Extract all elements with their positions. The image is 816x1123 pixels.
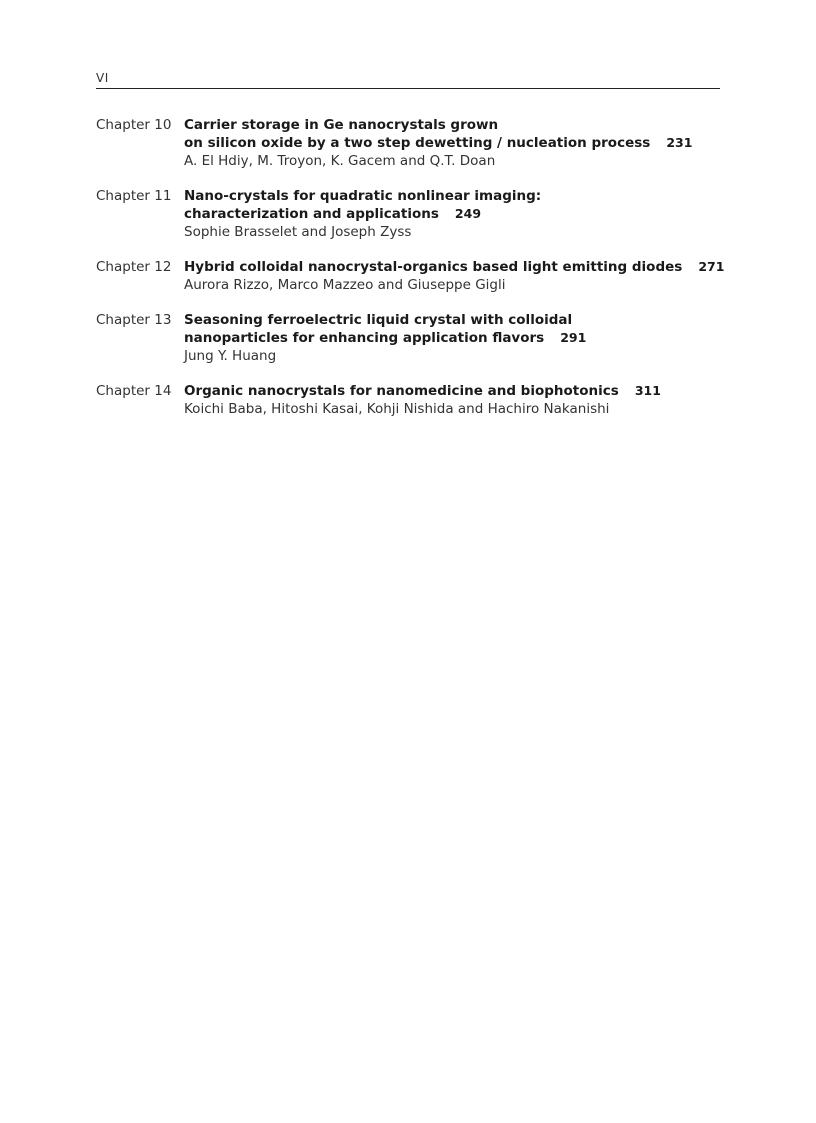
chapter-page-number: 291 xyxy=(560,330,587,345)
page-number: VI xyxy=(96,71,109,85)
entry-body xyxy=(184,382,736,418)
chapter-label: Chapter 14 xyxy=(96,383,172,399)
chapter-title-text: Organic nanocrystals for nanomedicine and biophotonics xyxy=(184,383,619,399)
toc-entry-chapter-10[interactable] xyxy=(96,116,736,170)
chapter-title-line: Seasoning ferroelectric liquid crystal with colloidal xyxy=(184,312,573,328)
entry-body xyxy=(184,116,736,170)
chapter-label: Chapter 10 xyxy=(96,117,172,133)
toc-entry-chapter-12[interactable] xyxy=(96,258,736,294)
chapter-page-number: 311 xyxy=(634,383,661,398)
chapter-title xyxy=(184,382,736,400)
chapter-title-text: nanoparticles for enhancing application flavors xyxy=(184,330,545,346)
chapter-title-line: Nano-crystals for quadratic nonlinear imaging: xyxy=(184,188,542,204)
chapter-title xyxy=(184,258,736,276)
entry-body xyxy=(184,311,736,365)
page-header xyxy=(96,70,720,89)
chapter-authors: A. El Hdiy, M. Troyon, K. Gacem and Q.T. Doan xyxy=(184,153,496,169)
chapter-title-line xyxy=(184,258,736,276)
chapter-label: Chapter 11 xyxy=(96,188,172,204)
chapter-title xyxy=(184,311,736,347)
chapter-title-line xyxy=(184,382,736,400)
chapter-authors: Sophie Brasselet and Joseph Zyss xyxy=(184,224,412,240)
chapter-page-number: 249 xyxy=(454,206,482,221)
chapter-title-line xyxy=(184,205,736,223)
chapter-title-line xyxy=(184,134,736,152)
chapter-title-text: characterization and applications xyxy=(184,206,439,222)
chapter-authors: Jung Y. Huang xyxy=(184,348,277,364)
toc-entry-chapter-11[interactable] xyxy=(96,187,736,241)
toc-entry-chapter-14[interactable] xyxy=(96,382,736,418)
chapter-authors: Koichi Baba, Hitoshi Kasai, Kohji Nishida and Hachiro Nakanishi xyxy=(184,401,610,417)
chapter-page-number: 271 xyxy=(698,259,725,274)
toc-entry-chapter-13[interactable] xyxy=(96,311,736,365)
chapter-page-number: 231 xyxy=(666,135,693,150)
chapter-label: Chapter 13 xyxy=(96,312,172,328)
chapter-title-line xyxy=(184,329,736,347)
chapter-title-text: on silicon oxide by a two step dewetting / nucleation process xyxy=(184,135,651,151)
chapter-title xyxy=(184,116,736,152)
table-of-contents xyxy=(96,116,736,435)
entry-body xyxy=(184,187,736,241)
entry-body xyxy=(184,258,736,294)
chapter-label: Chapter 12 xyxy=(96,259,172,275)
chapter-title-text: Hybrid colloidal nanocrystal-organics based light emitting diodes xyxy=(184,259,683,275)
chapter-authors: Aurora Rizzo, Marco Mazzeo and Giuseppe Gigli xyxy=(184,277,506,293)
chapter-title xyxy=(184,187,736,223)
chapter-title-line: Carrier storage in Ge nanocrystals grown xyxy=(184,117,499,133)
